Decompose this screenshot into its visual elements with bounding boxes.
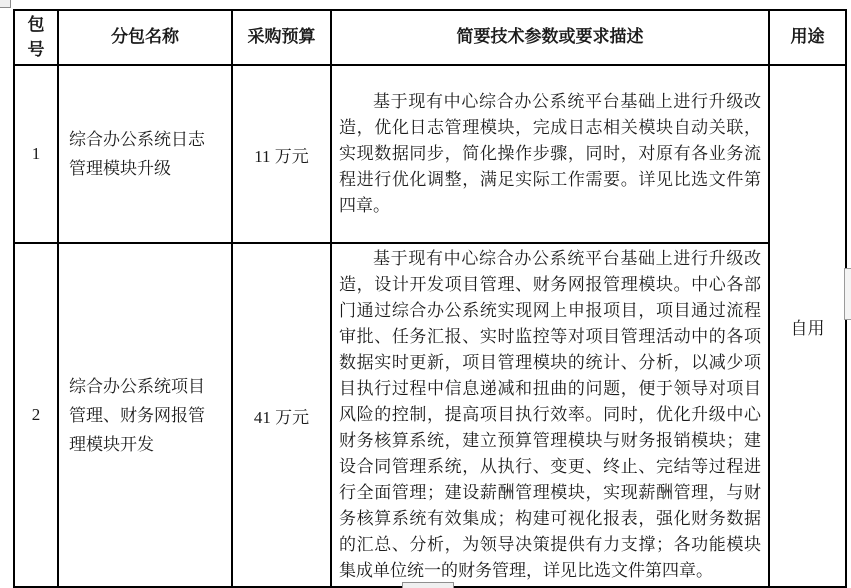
table-move-handle-fragment[interactable] (0, 0, 11, 8)
col-header-package-no (14, 10, 58, 65)
cell-budget: 11 万元 (232, 65, 331, 243)
description-text: 基于现有中心综合办公系统平台基础上进行升级改造，优化日志管理模块，完成日志相关模块自动关联，实现数据同步，简化操作步骤，同时，对原有各业务流程进行优化调整，满足实际工作需要。详见比选文件第四章。 (339, 92, 761, 216)
scrollbar-fragment[interactable] (844, 268, 851, 320)
cell-description (331, 65, 769, 243)
col-header-budget: 采购预算 (232, 10, 331, 65)
cell-package-no: 1 (14, 65, 58, 243)
bottom-widget-fragment[interactable] (402, 582, 454, 588)
table-row (14, 243, 846, 587)
procurement-packages-table (13, 9, 847, 588)
cell-usage-merged: 自用 (769, 65, 846, 587)
cell-description (331, 243, 769, 587)
cell-budget: 41 万元 (232, 243, 331, 587)
table-header-row (14, 10, 846, 65)
col-header-package-name: 分包名称 (58, 10, 232, 65)
col-header-usage: 用途 (769, 10, 846, 65)
col-header-description: 简要技术参数或要求描述 (331, 10, 769, 65)
cell-package-no: 2 (14, 243, 58, 587)
col-header-package-no-label: 包号 (27, 15, 45, 59)
table-row (14, 65, 846, 243)
cell-package-name: 综合办公系统日志管理模块升级 (58, 65, 232, 243)
description-text: 基于现有中心综合办公系统平台基础上进行升级改造，设计开发项目管理、财务网报管理模块。中心各部门通过综合办公系统实现网上申报项目，项目通过流程审批、任务汇报、实时监控等对项目管理活动中的各项数据实时更新，项目管理模块的统计、分析，以减少项目执行过程中信息递减和扭曲的问题，便于领导对项目风险的控制，提高项目执行效率。同时，优化升级中心财务核算系统，建立预算管理模块与财务报销模块；建设合同管理系统，从执行、变更、终止、完结等过程进行全面管理；建设薪酬管理模块，实现薪酬管理，与财务核算系统有效集成；构建可视化报表，强化财务数据的汇总、分析，为领导决策提供有力支撑；各功能模块集成单位统一的财务管理，详见比选文件第四章。 (339, 249, 761, 581)
cell-package-name: 综合办公系统项目管理、财务网报管理模块开发 (58, 243, 232, 587)
